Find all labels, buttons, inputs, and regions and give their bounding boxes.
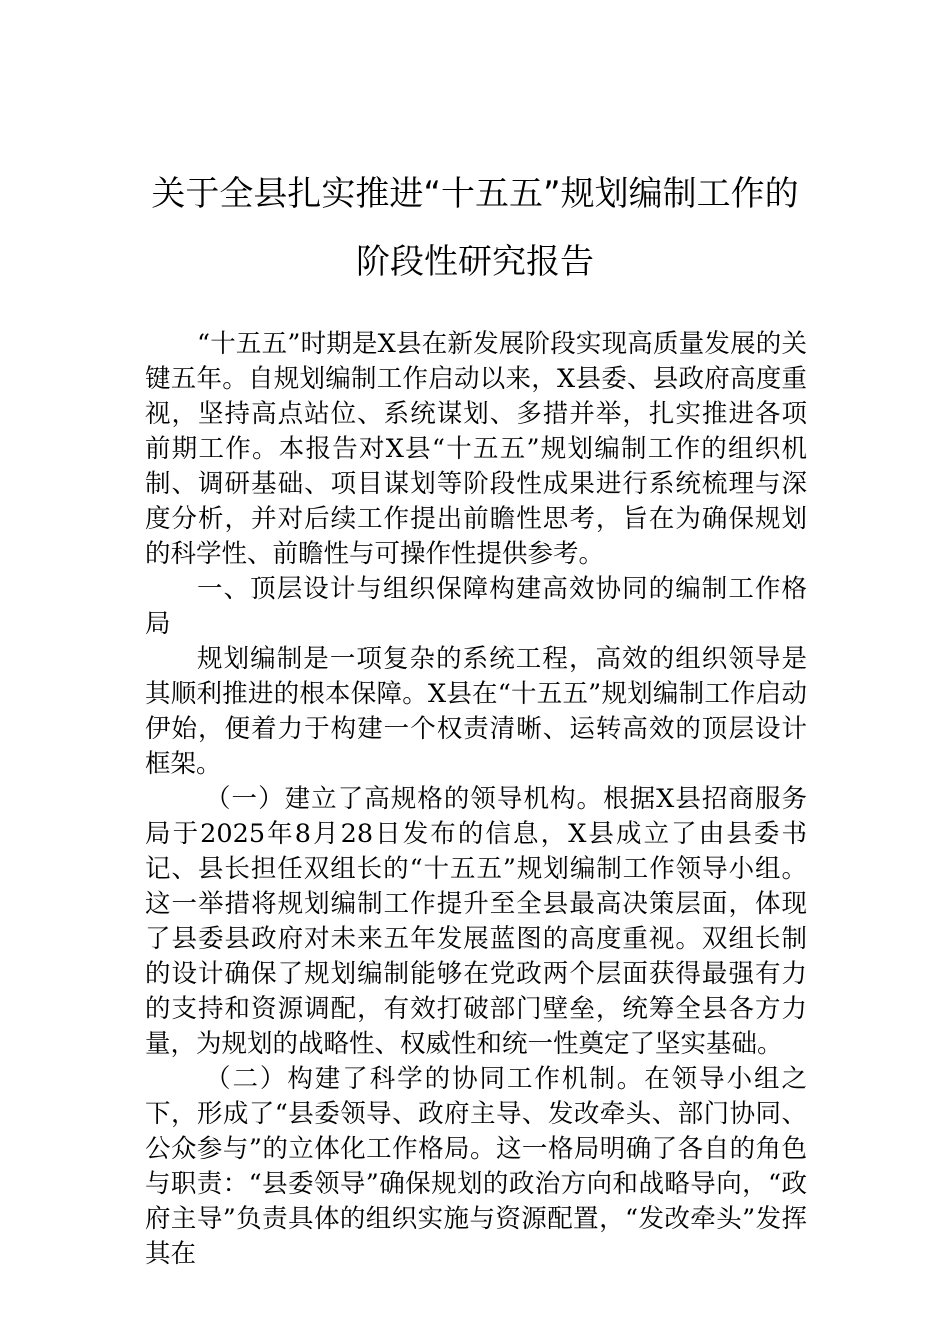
intro-paragraph: “十五五”时期是X县在新发展阶段实现高质量发展的关键五年。自规划编制工作启动以来，X县委、县政府高度重视，坚持高点站位、系统谋划、多措并举，扎实推进各项前期工作。本报告对X县“十五五”规划编制工作的组织机制、调研基础、项目谋划等阶段性成果进行系统梳理与深度分析，并对后续工作提出前瞻性思考，旨在为确保规划的科学性、前瞻性与可操作性提供参考。 [145, 329, 807, 569]
section-heading-1: 一、顶层设计与组织保障构建高效协同的编制工作格局 [145, 574, 807, 639]
section-1-paragraph: 规划编制是一项复杂的系统工程，高效的组织领导是其顺利推进的根本保障。X县在“十五五”规划编制工作启动伊始，便着力于构建一个权责清晰、运转高效的顶层设计框架。 [145, 644, 807, 779]
document-title-line-2: 阶段性研究报告 [356, 242, 594, 282]
subsection-1-paragraph: （一）建立了高规格的领导机构。根据X县招商服务局于2025年8月28日发布的信息，X县成立了由县委书记、县长担任双组长的“十五五”规划编制工作领导小组。这一举措将规划编制工作提升至全县最高决策层面，体现了县委县政府对未来五年发展蓝图的高度重视。双组长制的设计确保了规划编制能够在党政两个层面获得最强有力的支持和资源调配，有效打破部门壁垒，统筹全县各方力量，为规划的战略性、权威性和统一性奠定了坚实基础。 [145, 784, 807, 1059]
document-body [145, 327, 807, 1272]
document-title-line-1: 关于全县扎实推进“十五五”规划编制工作的 [151, 174, 799, 214]
subsection-2-paragraph: （二）构建了科学的协同工作机制。在领导小组之下，形成了“县委领导、政府主导、发改牵头、部门协同、公众参与”的立体化工作格局。这一格局明确了各自的角色与职责：“县委领导”确保规划的政治方向和战略导向，“政府主导”负责具体的组织实施与资源配置，“发改牵头”发挥其在 [145, 1064, 807, 1269]
